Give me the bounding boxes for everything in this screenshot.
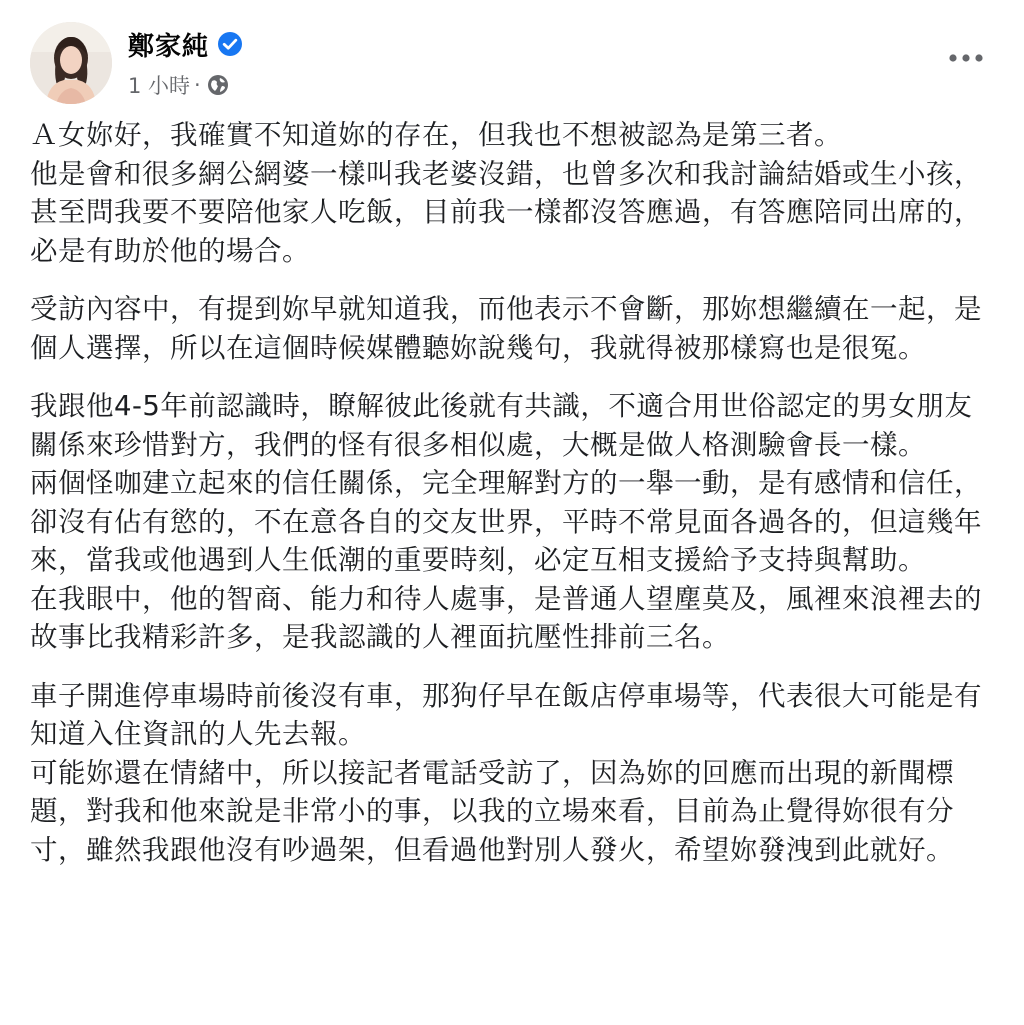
post-paragraph: 兩個怪咖建立起來的信任關係，完全理解對方的一舉一動，是有感情和信任，卻沒有佔有慾的，不在意各自的交友世界，平時不常見面各過各的，但這幾年來，當我或他遇到人生低潮的重要時刻，必定互相支援給予支持與幫助。 — [30, 467, 982, 576]
author-name-row — [128, 24, 243, 64]
more-options-icon — [948, 53, 984, 63]
globe-icon[interactable] — [207, 74, 229, 96]
post-paragraph: 受訪內容中，有提到妳早就知道我，而他表示不會斷，那妳想繼續在一起，是個人選擇，所以在這個時候媒體聽妳說幾句，我就得被那樣寫也是很冤。 — [30, 293, 982, 364]
post-paragraph: 他是會和很多網公網婆一樣叫我老婆沒錯，也曾多次和我討論結婚或生小孩，甚至問我要不要陪他家人吃飯，目前我一樣都沒答應過，有答應陪同出席的，必是有助於他的場合。 — [30, 157, 982, 267]
post-paragraph: Ａ女妳好，我確實不知道妳的存在，但我也不想被認為是第三者。 — [30, 119, 842, 151]
post-header — [30, 22, 994, 108]
meta-separator: · — [194, 73, 201, 97]
post-meta — [128, 68, 229, 102]
paragraph-gap — [30, 270, 990, 290]
paragraph-gap — [30, 657, 990, 677]
paragraph-gap — [30, 367, 990, 387]
post-paragraph: 可能妳還在情緒中，所以接記者電話受訪了，因為妳的回應而出現的新聞標題，對我和他來說是非常小的事，以我的立場來看，目前為止覺得妳很有分寸，雖然我跟他沒有吵過架，但看過他對別人發火，希望妳發洩到此就好。 — [30, 756, 954, 866]
author-name[interactable]: 鄭家純 — [128, 31, 210, 62]
post-timestamp[interactable]: 1 小時 — [128, 74, 191, 98]
more-options-button[interactable] — [938, 36, 994, 80]
post-body — [30, 116, 990, 869]
avatar-photo — [30, 22, 112, 104]
post-paragraph: 車子開進停車場時前後沒有車，那狗仔早在飯店停車場等，代表很大可能是有知道入住資訊的人先去報。 — [30, 679, 982, 750]
post-paragraph: 我跟他4-5年前認識時，瞭解彼此後就有共識，不適合用世俗認定的男女朋友關係來珍惜對方，我們的怪有很多相似處，大概是做人格測驗會長一樣。 — [30, 390, 973, 461]
post-paragraph: 在我眼中，他的智商、能力和待人處事，是普通人望塵莫及，風裡來浪裡去的故事比我精彩許多，是我認識的人裡面抗壓性排前三名。 — [30, 582, 982, 653]
author-avatar[interactable] — [30, 22, 112, 104]
verified-badge-icon — [217, 31, 243, 57]
